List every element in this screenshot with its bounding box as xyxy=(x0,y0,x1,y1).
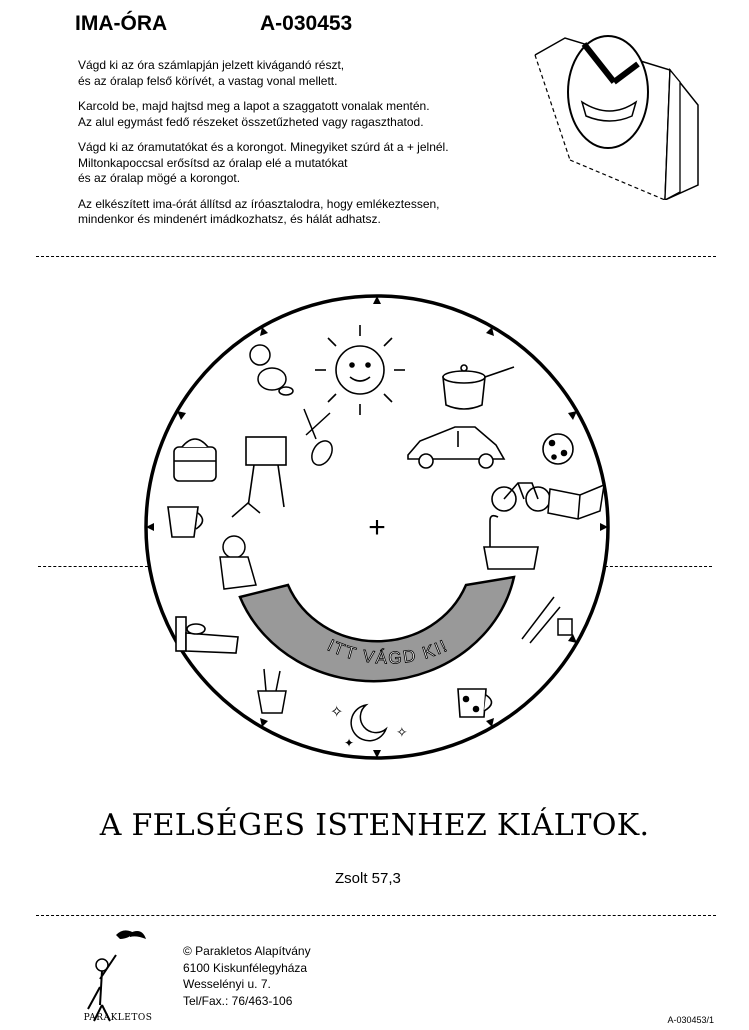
svg-text:✧: ✧ xyxy=(330,704,344,721)
instruction-paragraph xyxy=(78,99,528,130)
address-line: 6100 Kiskunfélegyháza xyxy=(183,960,308,975)
center-mark: + xyxy=(368,511,386,544)
page-title: IMA-ÓRA xyxy=(75,12,168,35)
svg-text:✦: ✦ xyxy=(344,736,355,750)
instruction-paragraph xyxy=(78,58,528,89)
headline: A FELSÉGES ISTENHEZ KIÁLTOK. xyxy=(99,808,650,843)
instructions xyxy=(78,58,528,238)
folded-clock-illustration xyxy=(520,20,700,200)
product-code: A-030453 xyxy=(260,12,353,35)
clock-face xyxy=(140,285,620,765)
instruction-line: Vágd ki az óramutatókat és a korongot. Minegyiket szúrd át a + jelnél. xyxy=(78,140,449,154)
svg-text:✧: ✧ xyxy=(396,724,408,740)
cut-line-top xyxy=(36,256,716,257)
instruction-line: és az óralap mögé a korongot. xyxy=(78,171,241,185)
fold-line-left xyxy=(38,566,148,567)
logo-label: PARAKLETOS xyxy=(83,1013,153,1023)
cut-line-bottom xyxy=(36,915,716,916)
instruction-paragraph xyxy=(78,197,528,228)
instruction-line: és az óralap felső körívét, a vastag vonal mellett. xyxy=(78,73,338,88)
instruction-line: Karcold be, majd hajtsd meg a lapot a szaggatott vonalak mentén. xyxy=(78,99,430,113)
address-line: Wesselényi u. 7. xyxy=(183,977,271,991)
footer-code: A-030453/1 xyxy=(667,1015,714,1025)
instruction-line: mindenkor és mindenért imádkozhatsz, és hálát adhatsz. xyxy=(78,212,381,226)
instruction-line: Vágd ki az óra számlapján jelzett kivágandó részt, xyxy=(78,58,345,72)
instruction-line: Az alul egymást fedő részeket összetűzheted vagy ragaszthatod. xyxy=(78,114,424,129)
instruction-line: Az elkészített ima-órát állítsd az íróasztalodra, hogy emlékeztessen, xyxy=(78,196,440,211)
ball-icon xyxy=(543,434,573,464)
cut-label: ITT VÁGD KI! xyxy=(324,635,452,668)
parakletos-logo-icon xyxy=(72,925,164,1025)
instruction-line: Miltonkapoccsal erősítsd az óralap elé a mutatókat xyxy=(78,155,348,170)
instruction-paragraph xyxy=(78,140,528,187)
address-line: © Parakletos Alapítvány xyxy=(183,944,311,958)
publisher-address xyxy=(183,943,311,1009)
address-line: Tel/Fax.: 76/463-106 xyxy=(183,993,293,1008)
bible-reference: Zsolt 57,3 xyxy=(335,870,401,887)
